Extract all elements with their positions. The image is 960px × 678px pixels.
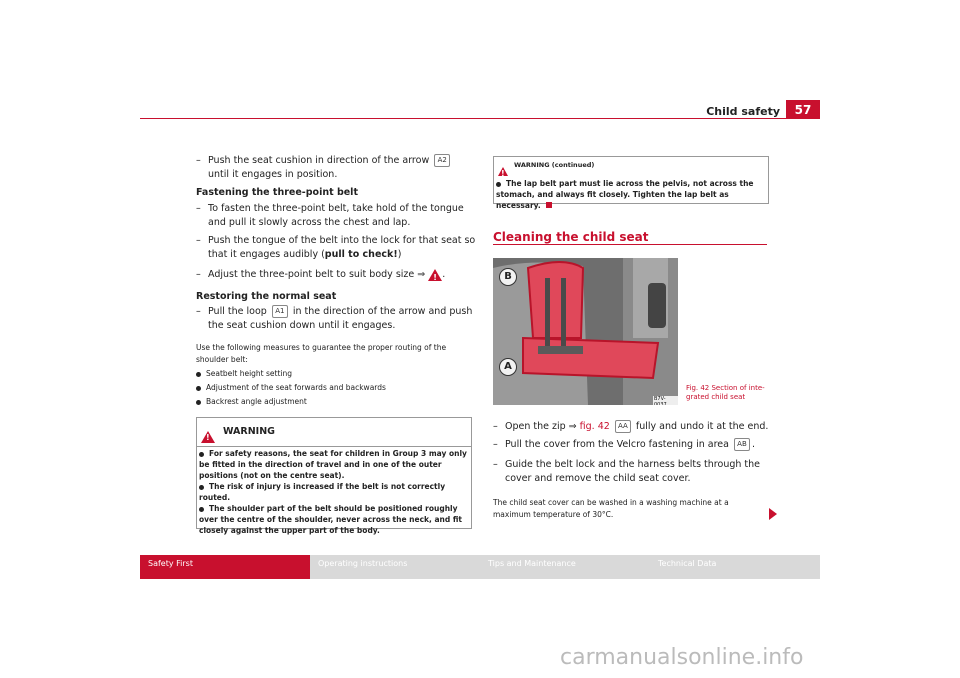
warning-icon (498, 167, 508, 176)
figure-label-b: B (499, 268, 517, 286)
child-seat-illustration (493, 258, 678, 405)
list-item: For safety reasons, the seat for children in Group 3 may only be fitted in the direction of travel and in one of the outer positions (not on the centre seat). (199, 449, 467, 480)
watermark: carmanualsonline.info (560, 645, 804, 670)
warning-box (196, 417, 472, 535)
next-page-arrow-icon[interactable] (769, 508, 777, 520)
section-divider (493, 244, 767, 245)
list-item: Backrest angle adjustment (196, 396, 474, 408)
warning-header (197, 418, 471, 447)
step-fasten-2: – Push the tongue of the belt into the lock for that seat so that it engages audibly (pull to check!) (196, 235, 476, 260)
end-marker-icon (546, 202, 552, 208)
callout-ab: AB (734, 438, 750, 451)
list-item: Seatbelt height setting (196, 368, 474, 380)
warning-continued-title: WARNING (continued) (514, 161, 595, 169)
callout-aa: AA (615, 420, 631, 433)
page-number: 57 (794, 103, 812, 117)
footer-tabs (140, 555, 820, 579)
figure-caption: Fig. 42 Section of inte-grated child seat (686, 384, 765, 401)
callout-a2: A2 (434, 154, 450, 167)
step-guide-belt: – Guide the belt lock and the harness belts through the cover and remove the child seat cover. (493, 459, 760, 484)
list-item: The shoulder part of the belt should be positioned roughly over the centre of the shoulder, never across the neck, and fit closely against the upper part of the body. (199, 504, 463, 535)
callout-a1: A1 (272, 305, 288, 318)
note-list (196, 368, 474, 408)
figure-link[interactable]: fig. 42 (579, 421, 610, 432)
page-header-title: Child safety (706, 105, 780, 118)
child-seat-figure (493, 258, 678, 405)
note-intro: Use the following measures to guarantee the proper routing of the shoulder belt: (196, 343, 447, 364)
step-fasten-3: – Adjust the three-point belt to suit body size ⇒ ! . (196, 268, 476, 282)
header-divider (140, 118, 820, 119)
figure-label-a: A (499, 358, 517, 376)
figure-code: B7V-0037 (653, 396, 678, 405)
warning-icon (428, 269, 442, 281)
warning-body (199, 448, 469, 536)
heading-restore: Restoring the normal seat (196, 291, 337, 302)
tab-safety-first[interactable]: Safety First (140, 555, 310, 579)
step-push-seat: – Push the seat cushion in direction of the arrow A2 until it engages in position. (196, 154, 476, 182)
step-open-zip: – Open the zip ⇒ fig. 42 AA fully and undo it at the end. (493, 421, 769, 432)
tab-operating-instructions[interactable]: Operating instructions (318, 559, 408, 568)
step-pull-cover: – Pull the cover from the Velcro fastening in area AB . (493, 439, 755, 450)
warning-continued-text: The lap belt part must lie across the pelvis, not across the stomach, and always fit closely. Tighten the lap belt as necessary. (496, 179, 754, 210)
note-wash: The child seat cover can be washed in a washing machine at a maximum temperature of 30°C. (493, 498, 729, 519)
list-item: Adjustment of the seat forwards and backwards (196, 382, 474, 394)
step-restore: – Pull the loop A1 in the direction of the arrow and push the seat cushion down until it engages. (196, 306, 473, 331)
list-item: The risk of injury is increased if the belt is not correctly routed. (199, 482, 446, 502)
heading-fasten: Fastening the three-point belt (196, 187, 358, 198)
section-title: Cleaning the child seat (493, 230, 649, 244)
warning-icon (201, 431, 215, 443)
tab-tips-maintenance[interactable]: Tips and Maintenance (488, 559, 576, 568)
step-fasten-1: – To fasten the three-point belt, take hold of the tongue and pull it slowly across the chest and lap. (196, 203, 464, 228)
warning-continued-box (493, 156, 769, 210)
tab-technical-data[interactable]: Technical Data (658, 559, 717, 568)
warning-title: WARNING (223, 426, 275, 437)
